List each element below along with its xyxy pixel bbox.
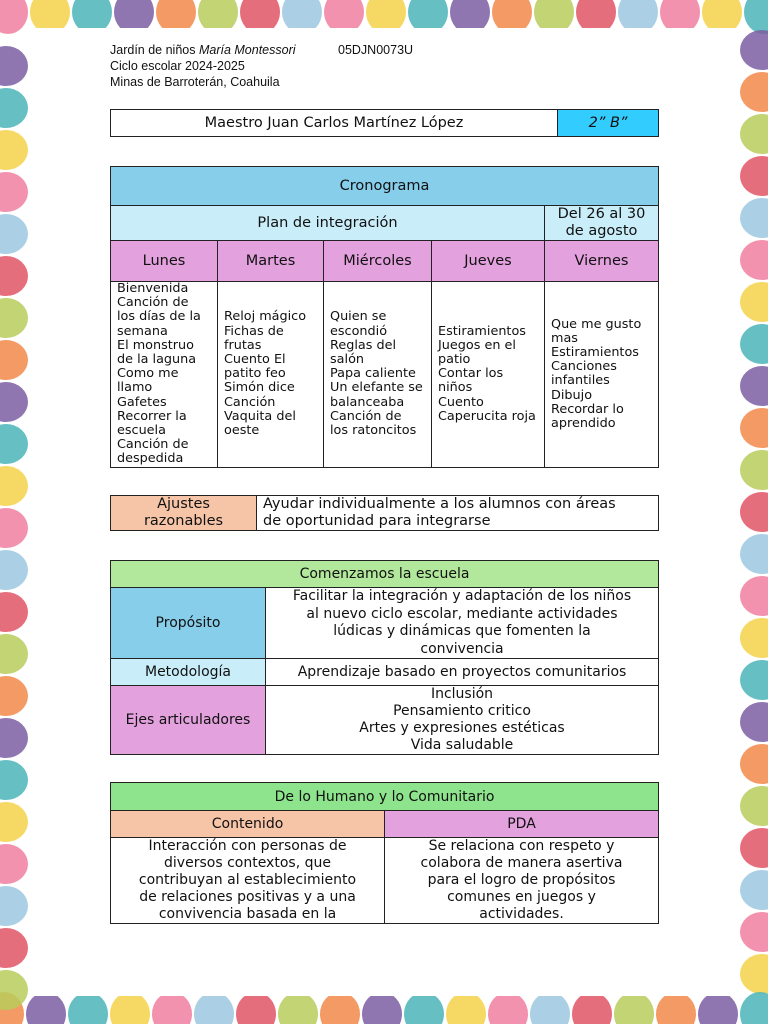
activities-martes xyxy=(218,282,324,468)
ajustes-table xyxy=(110,495,659,531)
activity-item: niños xyxy=(438,380,473,396)
border-dot xyxy=(740,240,768,280)
border-dot xyxy=(0,130,28,170)
border-dot xyxy=(740,534,768,574)
border-dot xyxy=(0,718,28,758)
activity-item: Vaquita del xyxy=(224,408,296,424)
border-dot xyxy=(0,970,28,1010)
border-dot xyxy=(0,760,28,800)
plan-dates: Del 26 al 30 de agosto xyxy=(545,206,659,241)
activity-item: Simón dice xyxy=(224,380,295,396)
border-dot xyxy=(0,214,28,254)
border-dot xyxy=(0,46,28,86)
activity-item: Cuento El xyxy=(224,352,286,368)
border-dot xyxy=(0,844,28,884)
day-header-jueves: Jueves xyxy=(432,241,545,282)
border-dot xyxy=(0,424,28,464)
activity-item: oeste xyxy=(224,423,260,439)
border-dot xyxy=(110,992,150,1024)
cronograma-title: Cronograma xyxy=(111,167,659,206)
border-dot xyxy=(0,676,28,716)
day-header-miercoles: Miércoles xyxy=(324,241,432,282)
border-dot xyxy=(614,992,654,1024)
border-dot xyxy=(236,992,276,1024)
activity-item: patito feo xyxy=(224,366,286,382)
escuela-title: Comenzamos la escuela xyxy=(111,561,659,588)
activity-item: Quien se xyxy=(330,309,387,325)
border-dot xyxy=(278,992,318,1024)
activity-item: Reglas del xyxy=(330,337,396,353)
activity-item: aprendido xyxy=(551,415,616,431)
activity-item: patio xyxy=(438,352,471,368)
border-dot xyxy=(740,282,768,322)
border-dot xyxy=(740,450,768,490)
activity-item: Recorrer la xyxy=(117,408,187,424)
ajustes-label: Ajustes razonables xyxy=(111,496,257,531)
border-dot xyxy=(740,828,768,868)
border-dot xyxy=(446,992,486,1024)
border-dot xyxy=(530,992,570,1024)
activity-item: de la laguna xyxy=(117,352,197,368)
border-dot xyxy=(404,992,444,1024)
activity-item: Como me xyxy=(117,366,179,382)
border-dot xyxy=(740,786,768,826)
metodologia-label: Metodología xyxy=(111,659,266,686)
pda-label: PDA xyxy=(385,811,659,838)
border-dot xyxy=(152,992,192,1024)
day-header-lunes: Lunes xyxy=(111,241,218,282)
border-dot xyxy=(320,992,360,1024)
contenido-text: Interacción con personas de diversos contextos, que contribuyan al establecimiento de relaciones positivas y a una convivencia basada en la xyxy=(111,838,385,924)
activities-jueves xyxy=(432,282,545,468)
border-dot xyxy=(656,992,696,1024)
border-dot xyxy=(740,30,768,70)
activity-item: escondió xyxy=(330,323,388,339)
teacher-table xyxy=(110,109,659,137)
border-dot xyxy=(0,382,28,422)
cronograma-table xyxy=(110,166,659,468)
plan-title: Plan de integración xyxy=(111,206,545,241)
activity-item: frutas xyxy=(224,337,262,353)
activity-item: semana xyxy=(117,323,168,339)
activity-item: Reloj mágico xyxy=(224,309,307,325)
activity-item: Recordar lo xyxy=(551,401,624,417)
activity-item: infantiles xyxy=(551,373,610,389)
activity-item: los días de la xyxy=(117,309,201,325)
group-cell: 2” B” xyxy=(558,110,659,137)
border-dot xyxy=(740,954,768,994)
teacher-name: Maestro Juan Carlos Martínez López xyxy=(111,110,558,137)
border-dot xyxy=(0,550,28,590)
activity-item: Contar los xyxy=(438,366,504,382)
border-dot xyxy=(740,72,768,112)
activity-item: Estiramientos xyxy=(551,344,639,360)
activity-item: Canción de xyxy=(117,437,189,453)
activity-item: despedida xyxy=(117,451,184,467)
border-dot xyxy=(194,992,234,1024)
border-dot xyxy=(740,576,768,616)
border-dot xyxy=(740,408,768,448)
activity-item: El monstruo xyxy=(117,337,194,353)
ejes-list: Inclusión Pensamiento critico Artes y expresiones estéticas Vida saludable xyxy=(266,686,659,755)
school-location: Minas de Barroterán, Coahuila xyxy=(110,75,280,89)
border-dot xyxy=(740,114,768,154)
activity-item: Cuento xyxy=(438,394,484,410)
contenido-label: Contenido xyxy=(111,811,385,838)
escuela-table xyxy=(110,560,659,755)
border-dot xyxy=(740,660,768,700)
school-cycle: Ciclo escolar 2024-2025 xyxy=(110,59,245,73)
border-dot xyxy=(0,172,28,212)
activities-viernes xyxy=(545,282,659,468)
border-dot xyxy=(0,298,28,338)
border-dot xyxy=(740,992,768,1024)
border-dot xyxy=(0,256,28,296)
activity-item: Que me gusto xyxy=(551,316,642,332)
proposito-label: Propósito xyxy=(111,588,266,659)
activity-item: Estiramientos xyxy=(438,323,526,339)
border-dot xyxy=(0,634,28,674)
school-name-line: Jardín de niños María Montessori xyxy=(110,43,296,57)
activity-item: Juegos en el xyxy=(438,337,516,353)
activity-item: llamo xyxy=(117,380,153,396)
activity-item: Canción de xyxy=(330,408,402,424)
proposito-text: Facilitar la integración y adaptación de los niños al nuevo ciclo escolar, mediante actividades lúdicas y dinámicas que fomenten la convivencia xyxy=(266,588,659,659)
border-dot xyxy=(0,592,28,632)
border-dot xyxy=(26,992,66,1024)
border-dot xyxy=(0,508,28,548)
activity-item: balanceaba xyxy=(330,394,405,410)
activity-item: Fichas de xyxy=(224,323,284,339)
activity-item: escuela xyxy=(117,423,166,439)
border-dot xyxy=(0,0,28,34)
border-dot xyxy=(362,992,402,1024)
pda-text: Se relaciona con respeto y colabora de manera asertiva para el logro de propósitos comunes en juegos y actividades. xyxy=(385,838,659,924)
activity-item: los ratoncitos xyxy=(330,423,417,439)
ajustes-text: Ayudar individualmente a los alumnos con áreas de oportunidad para integrarse xyxy=(257,496,659,531)
border-dot xyxy=(0,928,28,968)
activity-item: Bienvenida xyxy=(117,281,189,296)
day-header-martes: Martes xyxy=(218,241,324,282)
metodologia-text: Aprendizaje basado en proyectos comunitarios xyxy=(266,659,659,686)
activity-item: Gafetes xyxy=(117,394,167,410)
border-dot xyxy=(68,992,108,1024)
border-dot xyxy=(698,992,738,1024)
activity-item: Canciones xyxy=(551,359,617,375)
border-dot xyxy=(740,324,768,364)
border-dot xyxy=(740,912,768,952)
activities-lunes xyxy=(111,282,218,468)
border-dot xyxy=(0,886,28,926)
activity-item: Papa caliente xyxy=(330,366,416,382)
activity-item: mas xyxy=(551,330,578,346)
ejes-label: Ejes articuladores xyxy=(111,686,266,755)
border-dot xyxy=(0,88,28,128)
border-dot xyxy=(0,466,28,506)
border-dot xyxy=(744,0,768,34)
activity-item: Canción de xyxy=(117,295,189,311)
border-dot xyxy=(488,992,528,1024)
school-header xyxy=(110,42,414,90)
activity-item: Dibujo xyxy=(551,387,593,403)
activity-item: salón xyxy=(330,352,365,368)
border-dot xyxy=(740,702,768,742)
border-dot xyxy=(740,744,768,784)
border-dot xyxy=(740,618,768,658)
humano-title: De lo Humano y lo Comunitario xyxy=(111,783,659,811)
school-code: 05DJN0073U xyxy=(338,43,414,57)
border-dot xyxy=(740,366,768,406)
day-header-viernes: Viernes xyxy=(545,241,659,282)
humano-table xyxy=(110,782,659,924)
border-dot xyxy=(740,870,768,910)
border-dot xyxy=(0,802,28,842)
border-dot xyxy=(740,198,768,238)
activity-item: Canción xyxy=(224,394,276,410)
border-dot xyxy=(740,156,768,196)
border-dot xyxy=(0,340,28,380)
activity-item: Caperucita roja xyxy=(438,408,536,424)
border-dot xyxy=(740,492,768,532)
activities-miercoles xyxy=(324,282,432,468)
border-dot xyxy=(572,992,612,1024)
activity-item: Un elefante se xyxy=(330,380,423,396)
